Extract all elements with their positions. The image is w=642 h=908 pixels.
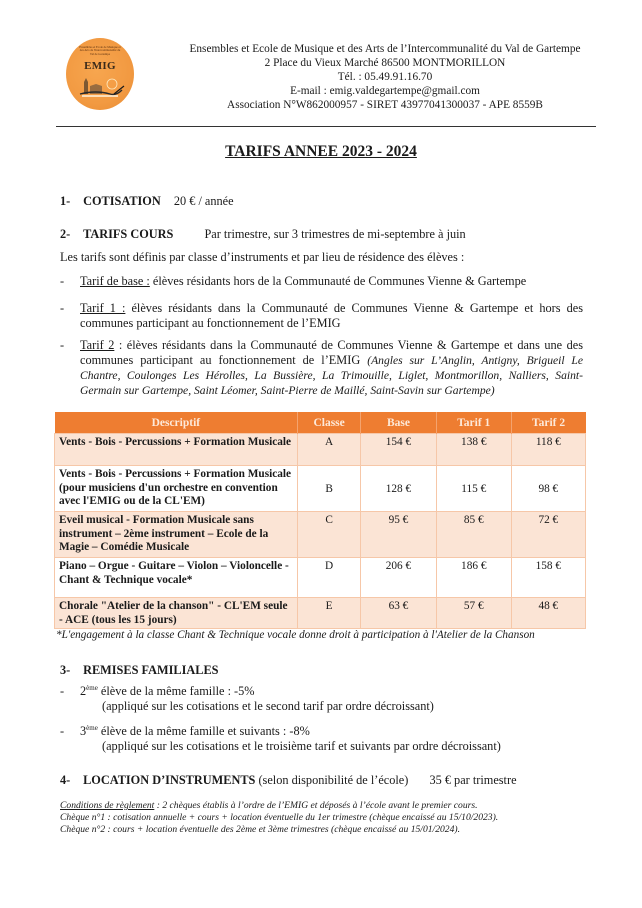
association-header <box>140 42 630 112</box>
bullet-term: Tarif 2 <box>80 338 115 352</box>
table-header-row <box>55 412 586 434</box>
row-tarif-2: 98 € <box>511 466 585 512</box>
bullet-tarif-base <box>60 274 583 289</box>
section-label: REMISES FAMILIALES <box>83 663 219 677</box>
bullet-tarif-1 <box>60 301 583 331</box>
bullet-text: : élèves résidants dans la Communauté de Communes Vienne & Gartempe et dans une des communes participant au fonctionnement de l’EMIG <box>80 338 583 367</box>
conditions-text: : 2 chèques établis à l’ordre de l’EMIG et déposés à l’école avant le premier cours. <box>154 800 478 811</box>
logo-tiny-text: Ensembles et Ecole de Musique et des Arts de l'Intercommunalité du Val de Gartempe <box>79 45 121 56</box>
location-value: 35 € par trimestre <box>429 773 517 787</box>
table-row <box>55 434 586 466</box>
row-tarif-2: 118 € <box>511 434 585 466</box>
row-base: 154 € <box>361 434 437 466</box>
bullet-dash: - <box>60 684 65 698</box>
section-remises-familiales <box>60 663 219 678</box>
remise-item-2 <box>60 684 255 699</box>
bullet-text: élèves résidants hors de la Communauté de Communes Vienne & Gartempe <box>149 274 527 288</box>
location-qualifier: (selon disponibilité de l’école) <box>255 773 409 787</box>
row-tarif-1: 138 € <box>436 434 511 466</box>
tarifs-cours-value: Par trimestre, sur 3 trimestres de mi-septembre à juin <box>204 227 466 241</box>
row-descriptif: Chorale "Atelier de la chanson" - CL'EM seule - ACE (tous les 15 jours) <box>55 598 298 629</box>
section-cotisation <box>60 194 234 209</box>
row-descriptif: Eveil musical - Formation Musicale sans instrument – 2ème instrument – Ecole de la Magie – Comédie Musicale <box>55 512 298 558</box>
association-phone: Tél. : 05.49.91.16.70 <box>337 71 433 83</box>
communes-list: (Angles sur L’Anglin, Antigny, Brigueil Le Chantre, Coulonges Les Hérolles, La Bussière, La Trimouille, Liglet, Montmorillon, Nalliers, Saint-Germain sur Gartempe, Saint Léomer, Saint-Pierre de Maillé, Saint-Savin sur Gartempe) <box>80 354 583 397</box>
ordinal-suffix: ème <box>86 724 98 732</box>
section-number: 4- <box>60 773 71 787</box>
bullet-dash: - <box>60 274 65 288</box>
remise-item-3 <box>60 724 310 739</box>
col-tarif-1: Tarif 1 <box>436 412 511 434</box>
row-tarif-2: 72 € <box>511 512 585 558</box>
row-descriptif: Vents - Bois - Percussions + Formation Musicale (pour musiciens d'un orchestre en convention avec l'EMIG ou de la CL'EM) <box>55 466 298 512</box>
row-tarif-1: 115 € <box>436 466 511 512</box>
row-tarif-1: 186 € <box>436 558 511 598</box>
section-label: COTISATION <box>83 194 161 208</box>
row-classe: B <box>298 466 361 512</box>
row-tarif-1: 57 € <box>436 598 511 629</box>
remise-note-3: (appliqué sur les cotisations et le troisième tarif et suivants par ordre décroissant) <box>102 739 501 753</box>
section-number: 3- <box>60 663 71 677</box>
page-title: TARIFS ANNEE 2023 - 2024 <box>225 143 417 160</box>
conditions-label: Conditions de règlement <box>60 800 155 811</box>
remise-text: élève de la même famille et suivants : -8% <box>97 724 310 738</box>
bullet-dash: - <box>60 724 65 738</box>
section-label: LOCATION D’INSTRUMENTS <box>83 773 256 787</box>
section-tarifs-cours <box>60 227 466 242</box>
row-base: 206 € <box>361 558 437 598</box>
logo-illustration-icon <box>76 76 126 98</box>
header-divider <box>56 126 596 127</box>
col-base: Base <box>361 412 437 434</box>
conditions-line-1 <box>60 800 478 813</box>
table-row <box>55 466 586 512</box>
bullet-text: élèves résidants dans la Communauté de Communes Vienne & Gartempe et hors des communes participant au fonctionnement de l’EMIG <box>80 301 583 330</box>
row-classe: C <box>298 512 361 558</box>
bullet-dash: - <box>60 301 65 315</box>
row-base: 128 € <box>361 466 437 512</box>
association-registration: Association N°W862000957 - SIRET 43977041300037 - APE 8559B <box>227 99 543 111</box>
ordinal-suffix: ème <box>86 684 98 692</box>
conditions-line-3: Chèque n°2 : cours + location éventuelle des 2ème et 3ème trimestres (chèque encaissé au 15/01/2024). <box>60 824 460 835</box>
table-row <box>55 558 586 598</box>
emig-logo <box>66 38 134 110</box>
remise-note-2: (appliqué sur les cotisations et le second tarif par ordre décroissant) <box>102 699 434 713</box>
row-tarif-2: 48 € <box>511 598 585 629</box>
association-name: Ensembles et Ecole de Musique et des Arts de l’Intercommunalité du Val de Gartempe <box>189 43 581 55</box>
row-classe: E <box>298 598 361 629</box>
row-classe: D <box>298 558 361 598</box>
bullet-term: Tarif 1 : <box>80 301 126 315</box>
tarifs-intro: Les tarifs sont définis par classe d’instruments et par lieu de résidence des élèves : <box>60 250 465 264</box>
section-number: 2- <box>60 227 71 241</box>
tarifs-table <box>54 412 586 629</box>
row-base: 95 € <box>361 512 437 558</box>
row-tarif-1: 85 € <box>436 512 511 558</box>
row-descriptif: Piano – Orgue - Guitare – Violon – Violoncelle - Chant & Technique vocale* <box>55 558 298 598</box>
row-descriptif: Vents - Bois - Percussions + Formation Musicale <box>55 434 298 466</box>
remise-text: élève de la même famille : -5% <box>97 684 255 698</box>
table-row <box>55 512 586 558</box>
table-footnote: *L'engagement à la classe Chant & Technique vocale donne droit à participation à l'Atelier de la Chanson <box>56 629 535 641</box>
section-number: 1- <box>60 194 71 208</box>
bullet-tarif-2 <box>60 338 583 398</box>
section-location-instruments <box>60 773 517 788</box>
association-address: 2 Place du Vieux Marché 86500 MONTMORILLON <box>264 57 506 69</box>
bullet-term: Tarif de base : <box>80 274 150 288</box>
logo-label: EMIG <box>84 60 116 72</box>
row-classe: A <box>298 434 361 466</box>
row-base: 63 € <box>361 598 437 629</box>
section-label: TARIFS COURS <box>83 227 174 241</box>
bullet-dash: - <box>60 338 65 352</box>
col-classe: Classe <box>298 412 361 434</box>
col-descriptif: Descriptif <box>55 412 298 434</box>
ordinal: 2 <box>80 684 87 698</box>
cotisation-value: 20 € / année <box>173 194 234 208</box>
row-tarif-2: 158 € <box>511 558 585 598</box>
ordinal: 3 <box>80 724 87 738</box>
col-tarif-2: Tarif 2 <box>511 412 585 434</box>
conditions-line-2: Chèque n°1 : cotisation annuelle + cours + location éventuelle du 1er trimestre (chèque encaissé au 15/10/2023). <box>60 812 499 823</box>
association-email: E-mail : emig.valdegartempe@gmail.com <box>290 85 480 97</box>
table-row <box>55 598 586 629</box>
